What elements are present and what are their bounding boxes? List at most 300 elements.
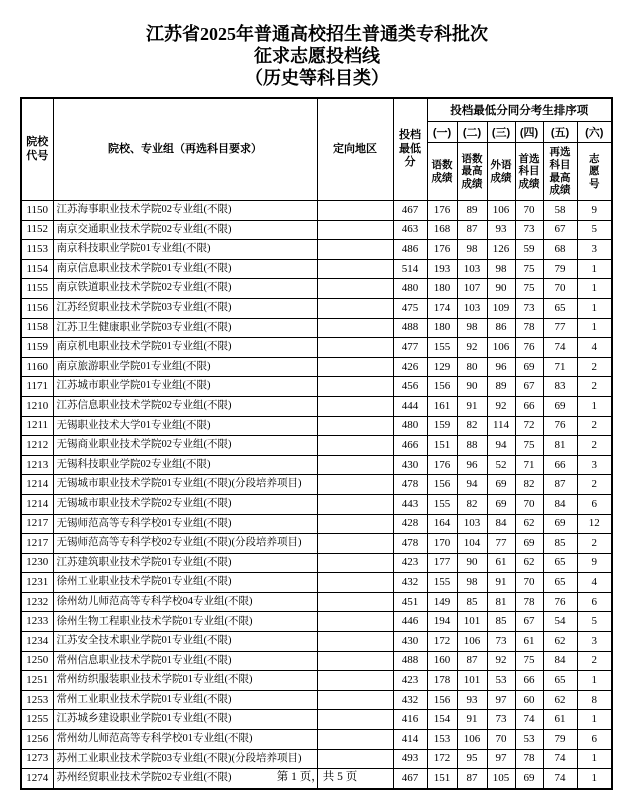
header-cn-math-score-label: 语数成绩 bbox=[431, 158, 453, 184]
college-name-cell: 徐州幼儿师范高等专科学校04专业组(不限) bbox=[53, 592, 317, 612]
region-cell bbox=[317, 279, 393, 299]
cn-math-score-cell: 172 bbox=[427, 749, 457, 769]
college-code-cell: 1217 bbox=[21, 514, 53, 534]
primary-subject-score-cell: 70 bbox=[515, 201, 543, 221]
min-score-cell: 414 bbox=[393, 730, 427, 750]
cn-math-score-cell: 156 bbox=[427, 377, 457, 397]
college-name-cell: 苏州工业职业技术学院03专业组(不限)(分段培养项目) bbox=[53, 749, 317, 769]
min-score-cell: 463 bbox=[393, 220, 427, 240]
college-name-cell: 无锡职业技术大学01专业组(不限) bbox=[53, 416, 317, 436]
table-row bbox=[21, 396, 612, 416]
header-foreign-score bbox=[487, 143, 515, 201]
college-code-cell: 1160 bbox=[21, 357, 53, 377]
cn-math-score-cell: 170 bbox=[427, 534, 457, 554]
reselect-max-score-cell: 76 bbox=[543, 592, 577, 612]
reselect-max-score-cell: 84 bbox=[543, 651, 577, 671]
min-score-cell: 430 bbox=[393, 455, 427, 475]
table-row bbox=[21, 749, 612, 769]
primary-subject-score-cell: 75 bbox=[515, 436, 543, 456]
college-code-cell: 1159 bbox=[21, 338, 53, 358]
preference-number-cell: 5 bbox=[577, 220, 612, 240]
college-code-cell: 1210 bbox=[21, 396, 53, 416]
title-line-1: 江苏省2025年普通高校招生普通类专科批次 bbox=[146, 24, 488, 44]
college-code-cell: 1211 bbox=[21, 416, 53, 436]
header-preference-number-label: 志愿号 bbox=[589, 152, 600, 190]
primary-subject-score-cell: 69 bbox=[515, 534, 543, 554]
college-name-cell: 江苏经贸职业技术学院03专业组(不限) bbox=[53, 298, 317, 318]
foreign-score-cell: 96 bbox=[487, 357, 515, 377]
header-min-score-label: 投档最低分 bbox=[398, 128, 421, 169]
primary-subject-score-cell: 73 bbox=[515, 298, 543, 318]
cn-math-score-cell: 194 bbox=[427, 612, 457, 632]
college-name-cell: 无锡商业职业技术学院02专业组(不限) bbox=[53, 436, 317, 456]
region-cell bbox=[317, 690, 393, 710]
table-row bbox=[21, 436, 612, 456]
reselect-max-score-cell: 62 bbox=[543, 632, 577, 652]
cn-math-score-cell: 155 bbox=[427, 573, 457, 593]
foreign-score-cell: 97 bbox=[487, 749, 515, 769]
region-cell bbox=[317, 671, 393, 691]
primary-subject-score-cell: 59 bbox=[515, 240, 543, 260]
college-name-cell: 南京旅游职业学院01专业组(不限) bbox=[53, 357, 317, 377]
min-score-cell: 430 bbox=[393, 632, 427, 652]
preference-number-cell: 2 bbox=[577, 416, 612, 436]
min-score-cell: 443 bbox=[393, 494, 427, 514]
foreign-score-cell: 90 bbox=[487, 279, 515, 299]
reselect-max-score-cell: 79 bbox=[543, 730, 577, 750]
cn-math-score-cell: 180 bbox=[427, 318, 457, 338]
table-row bbox=[21, 514, 612, 534]
region-cell bbox=[317, 201, 393, 221]
region-cell bbox=[317, 220, 393, 240]
region-cell bbox=[317, 396, 393, 416]
header-reselect-max-score bbox=[543, 143, 577, 201]
region-cell bbox=[317, 592, 393, 612]
header-cn-math-max-score bbox=[457, 143, 487, 201]
college-code-cell: 1150 bbox=[21, 201, 53, 221]
region-cell bbox=[317, 475, 393, 495]
cn-math-max-score-cell: 92 bbox=[457, 338, 487, 358]
table-row bbox=[21, 632, 612, 652]
college-name-cell: 南京铁道职业技术学院02专业组(不限) bbox=[53, 279, 317, 299]
preference-number-cell: 9 bbox=[577, 553, 612, 573]
cn-math-max-score-cell: 82 bbox=[457, 416, 487, 436]
foreign-score-cell: 81 bbox=[487, 592, 515, 612]
cn-math-max-score-cell: 85 bbox=[457, 592, 487, 612]
table-row bbox=[21, 710, 612, 730]
region-cell bbox=[317, 730, 393, 750]
foreign-score-cell: 92 bbox=[487, 651, 515, 671]
primary-subject-score-cell: 62 bbox=[515, 514, 543, 534]
reselect-max-score-cell: 85 bbox=[543, 534, 577, 554]
reselect-max-score-cell: 71 bbox=[543, 357, 577, 377]
foreign-score-cell: 73 bbox=[487, 710, 515, 730]
min-score-cell: 446 bbox=[393, 612, 427, 632]
cn-math-score-cell: 156 bbox=[427, 690, 457, 710]
college-name-cell: 无锡城市职业技术学院01专业组(不限)(分段培养项目) bbox=[53, 475, 317, 495]
title-line-2: 征求志愿投档线 bbox=[254, 46, 380, 66]
college-code-cell: 1234 bbox=[21, 632, 53, 652]
primary-subject-score-cell: 76 bbox=[515, 338, 543, 358]
cn-math-max-score-cell: 107 bbox=[457, 279, 487, 299]
reselect-max-score-cell: 68 bbox=[543, 240, 577, 260]
min-score-cell: 488 bbox=[393, 318, 427, 338]
foreign-score-cell: 94 bbox=[487, 436, 515, 456]
min-score-cell: 428 bbox=[393, 514, 427, 534]
header-cn-math-max-score-label: 语数最高成绩 bbox=[461, 152, 483, 190]
foreign-score-cell: 126 bbox=[487, 240, 515, 260]
primary-subject-score-cell: 69 bbox=[515, 357, 543, 377]
min-score-cell: 467 bbox=[393, 201, 427, 221]
preference-number-cell: 2 bbox=[577, 651, 612, 671]
preference-number-cell: 1 bbox=[577, 671, 612, 691]
reselect-max-score-cell: 58 bbox=[543, 201, 577, 221]
primary-subject-score-cell: 71 bbox=[515, 455, 543, 475]
preference-number-cell: 2 bbox=[577, 436, 612, 456]
table-row bbox=[21, 592, 612, 612]
preference-number-cell: 8 bbox=[577, 690, 612, 710]
cn-math-max-score-cell: 101 bbox=[457, 612, 487, 632]
region-cell bbox=[317, 338, 393, 358]
cn-math-max-score-cell: 103 bbox=[457, 514, 487, 534]
cn-math-score-cell: 154 bbox=[427, 710, 457, 730]
foreign-score-cell: 89 bbox=[487, 377, 515, 397]
cn-math-max-score-cell: 93 bbox=[457, 690, 487, 710]
preference-number-cell: 1 bbox=[577, 769, 612, 789]
primary-subject-score-cell: 61 bbox=[515, 632, 543, 652]
table-row bbox=[21, 220, 612, 240]
preference-number-cell: 12 bbox=[577, 514, 612, 534]
college-name-cell: 无锡科技职业学院02专业组(不限) bbox=[53, 455, 317, 475]
table-header bbox=[21, 98, 612, 201]
cn-math-score-cell: 176 bbox=[427, 201, 457, 221]
reselect-max-score-cell: 70 bbox=[543, 279, 577, 299]
reselect-max-score-cell: 54 bbox=[543, 612, 577, 632]
primary-subject-score-cell: 70 bbox=[515, 494, 543, 514]
cn-math-max-score-cell: 98 bbox=[457, 240, 487, 260]
preference-number-cell: 6 bbox=[577, 730, 612, 750]
reselect-max-score-cell: 87 bbox=[543, 475, 577, 495]
region-cell bbox=[317, 416, 393, 436]
cn-math-score-cell: 129 bbox=[427, 357, 457, 377]
region-cell bbox=[317, 494, 393, 514]
header-preference-number bbox=[577, 143, 612, 201]
preference-number-cell: 1 bbox=[577, 259, 612, 279]
table-row bbox=[21, 318, 612, 338]
foreign-score-cell: 109 bbox=[487, 298, 515, 318]
reselect-max-score-cell: 62 bbox=[543, 690, 577, 710]
table-row bbox=[21, 416, 612, 436]
region-cell bbox=[317, 612, 393, 632]
min-score-cell: 493 bbox=[393, 749, 427, 769]
college-code-cell: 1156 bbox=[21, 298, 53, 318]
primary-subject-score-cell: 62 bbox=[515, 553, 543, 573]
foreign-score-cell: 84 bbox=[487, 514, 515, 534]
college-code-cell: 1153 bbox=[21, 240, 53, 260]
region-cell bbox=[317, 749, 393, 769]
table-row bbox=[21, 671, 612, 691]
cn-math-max-score-cell: 106 bbox=[457, 632, 487, 652]
header-tie-num-3: (三) bbox=[487, 122, 515, 143]
college-code-cell: 1233 bbox=[21, 612, 53, 632]
preference-number-cell: 2 bbox=[577, 534, 612, 554]
college-name-cell: 江苏城乡建设职业学院01专业组(不限) bbox=[53, 710, 317, 730]
preference-number-cell: 6 bbox=[577, 494, 612, 514]
foreign-score-cell: 86 bbox=[487, 318, 515, 338]
preference-number-cell: 4 bbox=[577, 573, 612, 593]
reselect-max-score-cell: 65 bbox=[543, 573, 577, 593]
header-tie-num-5: (五) bbox=[543, 122, 577, 143]
primary-subject-score-cell: 72 bbox=[515, 416, 543, 436]
region-cell bbox=[317, 318, 393, 338]
table-body bbox=[21, 201, 612, 789]
cn-math-score-cell: 156 bbox=[427, 475, 457, 495]
region-cell bbox=[317, 534, 393, 554]
min-score-cell: 451 bbox=[393, 592, 427, 612]
min-score-cell: 478 bbox=[393, 475, 427, 495]
cn-math-max-score-cell: 80 bbox=[457, 357, 487, 377]
reselect-max-score-cell: 67 bbox=[543, 220, 577, 240]
college-name-cell: 南京信息职业技术学院01专业组(不限) bbox=[53, 259, 317, 279]
foreign-score-cell: 69 bbox=[487, 494, 515, 514]
foreign-score-cell: 98 bbox=[487, 259, 515, 279]
college-name-cell: 常州信息职业技术学院01专业组(不限) bbox=[53, 651, 317, 671]
college-name-cell: 南京交通职业技术学院02专业组(不限) bbox=[53, 220, 317, 240]
preference-number-cell: 1 bbox=[577, 279, 612, 299]
header-min-score bbox=[393, 98, 427, 201]
college-code-cell: 1232 bbox=[21, 592, 53, 612]
cn-math-max-score-cell: 98 bbox=[457, 573, 487, 593]
college-name-cell: 江苏海事职业技术学院02专业组(不限) bbox=[53, 201, 317, 221]
primary-subject-score-cell: 78 bbox=[515, 592, 543, 612]
min-score-cell: 456 bbox=[393, 377, 427, 397]
college-code-cell: 1250 bbox=[21, 651, 53, 671]
min-score-cell: 416 bbox=[393, 710, 427, 730]
table-row bbox=[21, 612, 612, 632]
college-code-cell: 1214 bbox=[21, 494, 53, 514]
cn-math-score-cell: 161 bbox=[427, 396, 457, 416]
region-cell bbox=[317, 298, 393, 318]
min-score-cell: 432 bbox=[393, 690, 427, 710]
cn-math-max-score-cell: 91 bbox=[457, 710, 487, 730]
table-row bbox=[21, 240, 612, 260]
college-code-cell: 1171 bbox=[21, 377, 53, 397]
preference-number-cell: 2 bbox=[577, 377, 612, 397]
primary-subject-score-cell: 78 bbox=[515, 749, 543, 769]
cn-math-score-cell: 159 bbox=[427, 416, 457, 436]
region-cell bbox=[317, 710, 393, 730]
page-footer: 第 1 页，共 5 页 bbox=[276, 771, 358, 783]
preference-number-cell: 4 bbox=[577, 338, 612, 358]
table-row bbox=[21, 201, 612, 221]
reselect-max-score-cell: 69 bbox=[543, 396, 577, 416]
min-score-cell: 480 bbox=[393, 279, 427, 299]
primary-subject-score-cell: 70 bbox=[515, 573, 543, 593]
college-name-cell: 徐州工业职业技术学院01专业组(不限) bbox=[53, 573, 317, 593]
reselect-max-score-cell: 65 bbox=[543, 298, 577, 318]
min-score-cell: 486 bbox=[393, 240, 427, 260]
primary-subject-score-cell: 73 bbox=[515, 220, 543, 240]
foreign-score-cell: 61 bbox=[487, 553, 515, 573]
college-name-cell: 苏州经贸职业技术学院02专业组(不限) bbox=[53, 769, 317, 789]
college-name-cell: 无锡师范高等专科学校01专业组(不限) bbox=[53, 514, 317, 534]
primary-subject-score-cell: 75 bbox=[515, 259, 543, 279]
college-code-cell: 1274 bbox=[21, 769, 53, 789]
foreign-score-cell: 52 bbox=[487, 455, 515, 475]
cn-math-max-score-cell: 94 bbox=[457, 475, 487, 495]
cn-math-max-score-cell: 106 bbox=[457, 730, 487, 750]
table-row bbox=[21, 573, 612, 593]
table-row bbox=[21, 338, 612, 358]
table-row bbox=[21, 553, 612, 573]
preference-number-cell: 1 bbox=[577, 396, 612, 416]
cn-math-score-cell: 151 bbox=[427, 769, 457, 789]
preference-number-cell: 1 bbox=[577, 749, 612, 769]
table-row bbox=[21, 730, 612, 750]
foreign-score-cell: 70 bbox=[487, 730, 515, 750]
preference-number-cell: 1 bbox=[577, 298, 612, 318]
cn-math-score-cell: 193 bbox=[427, 259, 457, 279]
reselect-max-score-cell: 84 bbox=[543, 494, 577, 514]
college-code-cell: 1255 bbox=[21, 710, 53, 730]
header-region: 定向地区 bbox=[317, 98, 393, 201]
college-code-cell: 1212 bbox=[21, 436, 53, 456]
reselect-max-score-cell: 69 bbox=[543, 514, 577, 534]
header-tie-num-6: (六) bbox=[577, 122, 612, 143]
header-college-code bbox=[21, 98, 53, 201]
cn-math-score-cell: 155 bbox=[427, 338, 457, 358]
table-row bbox=[21, 651, 612, 671]
cn-math-score-cell: 178 bbox=[427, 671, 457, 691]
min-score-cell: 514 bbox=[393, 259, 427, 279]
cn-math-max-score-cell: 96 bbox=[457, 455, 487, 475]
cn-math-max-score-cell: 101 bbox=[457, 671, 487, 691]
cn-math-score-cell: 155 bbox=[427, 494, 457, 514]
cn-math-score-cell: 176 bbox=[427, 240, 457, 260]
region-cell bbox=[317, 553, 393, 573]
cn-math-score-cell: 151 bbox=[427, 436, 457, 456]
region-cell bbox=[317, 377, 393, 397]
college-code-cell: 1214 bbox=[21, 475, 53, 495]
cn-math-max-score-cell: 104 bbox=[457, 534, 487, 554]
reselect-max-score-cell: 79 bbox=[543, 259, 577, 279]
cn-math-score-cell: 174 bbox=[427, 298, 457, 318]
header-primary-subject-score-label: 首选科目成绩 bbox=[518, 152, 540, 190]
college-code-cell: 1231 bbox=[21, 573, 53, 593]
table-row bbox=[21, 690, 612, 710]
reselect-max-score-cell: 74 bbox=[543, 338, 577, 358]
header-tie-num-1: (一) bbox=[427, 122, 457, 143]
header-reselect-max-score-label: 再选科目最高成绩 bbox=[549, 146, 571, 197]
preference-number-cell: 1 bbox=[577, 710, 612, 730]
table-row bbox=[21, 494, 612, 514]
cn-math-max-score-cell: 95 bbox=[457, 749, 487, 769]
min-score-cell: 475 bbox=[393, 298, 427, 318]
preference-number-cell: 3 bbox=[577, 240, 612, 260]
cn-math-max-score-cell: 82 bbox=[457, 494, 487, 514]
cn-math-score-cell: 153 bbox=[427, 730, 457, 750]
region-cell bbox=[317, 573, 393, 593]
region-cell bbox=[317, 514, 393, 534]
foreign-score-cell: 106 bbox=[487, 338, 515, 358]
table-row bbox=[21, 357, 612, 377]
header-foreign-score-label: 外语成绩 bbox=[490, 158, 512, 184]
college-name-cell: 常州工业职业技术学院01专业组(不限) bbox=[53, 690, 317, 710]
primary-subject-score-cell: 75 bbox=[515, 651, 543, 671]
college-name-cell: 江苏建筑职业技术学院01专业组(不限) bbox=[53, 553, 317, 573]
reselect-max-score-cell: 66 bbox=[543, 455, 577, 475]
preference-number-cell: 6 bbox=[577, 592, 612, 612]
foreign-score-cell: 93 bbox=[487, 220, 515, 240]
college-code-cell: 1155 bbox=[21, 279, 53, 299]
table-row bbox=[21, 377, 612, 397]
college-code-cell: 1158 bbox=[21, 318, 53, 338]
header-tie-num-4: (四) bbox=[515, 122, 543, 143]
college-name-cell: 无锡城市职业技术学院02专业组(不限) bbox=[53, 494, 317, 514]
college-code-cell: 1154 bbox=[21, 259, 53, 279]
header-primary-subject-score bbox=[515, 143, 543, 201]
reselect-max-score-cell: 76 bbox=[543, 416, 577, 436]
preference-number-cell: 9 bbox=[577, 201, 612, 221]
header-tie-num-2: (二) bbox=[457, 122, 487, 143]
table-row bbox=[21, 455, 612, 475]
reselect-max-score-cell: 81 bbox=[543, 436, 577, 456]
min-score-cell: 466 bbox=[393, 436, 427, 456]
cn-math-max-score-cell: 87 bbox=[457, 651, 487, 671]
region-cell bbox=[317, 436, 393, 456]
cn-math-max-score-cell: 103 bbox=[457, 298, 487, 318]
region-cell bbox=[317, 651, 393, 671]
preference-number-cell: 2 bbox=[577, 357, 612, 377]
table-row bbox=[21, 534, 612, 554]
min-score-cell: 423 bbox=[393, 671, 427, 691]
foreign-score-cell: 85 bbox=[487, 612, 515, 632]
foreign-score-cell: 92 bbox=[487, 396, 515, 416]
min-score-cell: 478 bbox=[393, 534, 427, 554]
region-cell bbox=[317, 455, 393, 475]
college-code-cell: 1256 bbox=[21, 730, 53, 750]
min-score-cell: 480 bbox=[393, 416, 427, 436]
college-name-cell: 常州幼儿师范高等专科学校01专业组(不限) bbox=[53, 730, 317, 750]
cn-math-max-score-cell: 103 bbox=[457, 259, 487, 279]
page-title bbox=[0, 23, 634, 89]
primary-subject-score-cell: 67 bbox=[515, 612, 543, 632]
region-cell bbox=[317, 357, 393, 377]
min-score-cell: 426 bbox=[393, 357, 427, 377]
reselect-max-score-cell: 74 bbox=[543, 749, 577, 769]
foreign-score-cell: 73 bbox=[487, 632, 515, 652]
cn-math-score-cell: 168 bbox=[427, 220, 457, 240]
scores-table bbox=[20, 97, 613, 790]
table-row bbox=[21, 298, 612, 318]
min-score-cell: 444 bbox=[393, 396, 427, 416]
cn-math-score-cell: 160 bbox=[427, 651, 457, 671]
college-code-cell: 1217 bbox=[21, 534, 53, 554]
primary-subject-score-cell: 69 bbox=[515, 769, 543, 789]
min-score-cell: 432 bbox=[393, 573, 427, 593]
preference-number-cell: 3 bbox=[577, 632, 612, 652]
title-line-3: （历史等科目类） bbox=[245, 68, 389, 88]
reselect-max-score-cell: 65 bbox=[543, 553, 577, 573]
min-score-cell: 477 bbox=[393, 338, 427, 358]
foreign-score-cell: 106 bbox=[487, 201, 515, 221]
college-name-cell: 江苏城市职业学院01专业组(不限) bbox=[53, 377, 317, 397]
header-college-code-label: 院校代号 bbox=[26, 135, 49, 162]
cn-math-max-score-cell: 91 bbox=[457, 396, 487, 416]
cn-math-score-cell: 177 bbox=[427, 553, 457, 573]
cn-math-max-score-cell: 90 bbox=[457, 553, 487, 573]
reselect-max-score-cell: 77 bbox=[543, 318, 577, 338]
